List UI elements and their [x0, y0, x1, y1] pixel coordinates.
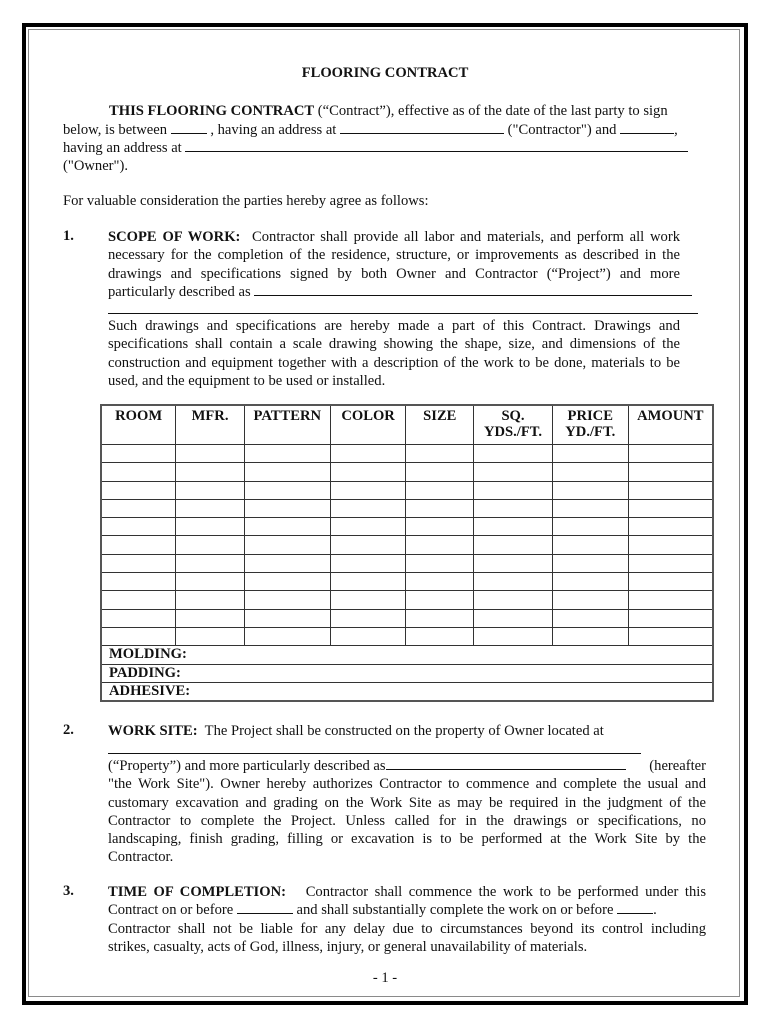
document-title: FLOORING CONTRACT [301, 65, 469, 81]
table-row [101, 591, 713, 609]
table-cell[interactable] [330, 573, 406, 591]
section-1-para-2 [108, 317, 680, 390]
table-cell[interactable] [330, 627, 406, 645]
intro-text: , having an address at [206, 122, 341, 138]
table-cell[interactable] [244, 536, 330, 554]
table-cell[interactable] [474, 499, 553, 517]
table-cell[interactable] [330, 554, 406, 572]
column-header-label: AMOUNT [637, 408, 704, 424]
section-2-text: (hereafter [649, 758, 706, 774]
table-header-row [101, 405, 713, 445]
table-cell[interactable] [406, 573, 474, 591]
table-cell[interactable] [101, 609, 176, 627]
project-description-blank[interactable] [254, 283, 692, 296]
table-cell[interactable] [552, 591, 628, 609]
table-cell[interactable] [244, 591, 330, 609]
table-footer-cell[interactable]: MOLDING: [101, 646, 713, 664]
table-cell[interactable] [628, 518, 713, 536]
table-cell[interactable] [628, 591, 713, 609]
table-cell[interactable] [244, 463, 330, 481]
intro-text: (“Contract”), effective as of the date of the last party to sign [314, 103, 668, 119]
section-3-line: strikes, casualty, acts of God, illness, injury, or general unavailability of materials. [108, 938, 588, 955]
table-cell[interactable] [244, 627, 330, 645]
table-row [101, 536, 713, 554]
column-header [406, 405, 474, 445]
column-header [176, 405, 245, 445]
table-row [101, 481, 713, 499]
table-cell[interactable] [176, 627, 245, 645]
table-footer-row [101, 682, 713, 701]
table-row [101, 463, 713, 481]
table-cell[interactable] [101, 445, 176, 463]
table-cell[interactable] [176, 591, 245, 609]
section-1-body [108, 228, 680, 301]
column-header-label: COLOR [341, 408, 395, 424]
table-cell[interactable] [628, 463, 713, 481]
intro-text: having an address at [63, 140, 186, 156]
table-row [101, 609, 713, 627]
section-1-line: construction and equipment together with a description of the work to be done, materials to be [108, 354, 680, 371]
intro-line-3 [63, 139, 688, 157]
section-3-line [108, 901, 706, 919]
section-2-text: (“Property”) and more particularly described as [108, 758, 386, 774]
section-2-line: "the Work Site"). Owner hereby authorizes Contractor to commence and complete the usual and [108, 776, 706, 793]
section-2-number: 2. [63, 722, 74, 738]
section-3-text: and shall substantially complete the work on or before [292, 902, 618, 919]
table-cell[interactable] [101, 463, 176, 481]
table-cell[interactable] [244, 499, 330, 517]
property-location-blank[interactable] [108, 753, 641, 754]
intro-text: below, is between [63, 122, 171, 138]
table-cell[interactable] [628, 445, 713, 463]
table-row [101, 627, 713, 645]
table-cell[interactable] [474, 591, 553, 609]
table-cell[interactable] [552, 573, 628, 591]
table-cell[interactable] [330, 518, 406, 536]
section-1-line: Such drawings and specifications are hereby made a part of this Contract. Drawings and [108, 318, 680, 334]
section-1-line: necessary for the completion of the residence, structure, or improvements as described in the [108, 247, 680, 264]
column-header-label: PATTERN [253, 408, 322, 424]
table-cell[interactable] [330, 499, 406, 517]
section-2-line: Contractor to complete the Project. Unless called for in the drawings or specifications, no [108, 812, 706, 829]
intro-line-2 [63, 121, 678, 139]
table-row [101, 518, 713, 536]
column-header-label-2: YD./FT. [565, 424, 616, 440]
table-cell[interactable] [330, 609, 406, 627]
consideration-text: For valuable consideration the parties hereby agree as follows: [63, 193, 429, 209]
table-cell[interactable] [552, 536, 628, 554]
column-header [628, 405, 713, 445]
section-2-text: The Project shall be constructed on the property of Owner located at [204, 723, 604, 739]
section-1-line: drawings and specifications signed by both Owner and Contractor (“Project”) and more [108, 265, 680, 282]
page-number: - 1 - [372, 970, 398, 986]
table-cell[interactable] [330, 481, 406, 499]
contractor-address-blank[interactable] [340, 121, 504, 134]
table-cell[interactable] [101, 554, 176, 572]
section-3-line [108, 883, 706, 901]
column-header [244, 405, 330, 445]
column-header-label: MFR. [191, 408, 229, 424]
table-footer-row [101, 664, 713, 682]
table-cell[interactable] [101, 481, 176, 499]
table-cell[interactable] [406, 536, 474, 554]
contractor-name-blank[interactable] [171, 121, 207, 134]
table-cell[interactable] [406, 591, 474, 609]
section-2-line [108, 757, 706, 775]
section-1-number: 1. [63, 228, 74, 244]
table-row [101, 573, 713, 591]
owner-name-blank[interactable] [620, 121, 674, 134]
table-row [101, 554, 713, 572]
table-row [101, 445, 713, 463]
table-cell[interactable] [628, 609, 713, 627]
column-header-label: PRICE [567, 408, 613, 424]
section-1-line [108, 228, 680, 246]
column-header-label: SIZE [423, 408, 457, 424]
table-cell[interactable] [406, 481, 474, 499]
table-cell[interactable] [474, 627, 553, 645]
section-2-line: landscaping, finish grading, filling or excavation is to be performed at the Work Site by the [108, 831, 706, 848]
table-footer-cell[interactable]: ADHESIVE: [101, 682, 713, 701]
table-cell[interactable] [244, 609, 330, 627]
intro-text: ("Contractor") and [504, 122, 621, 138]
table-cell[interactable] [628, 554, 713, 572]
table-cell[interactable] [474, 536, 553, 554]
table-cell[interactable] [406, 554, 474, 572]
section-2-line: Contractor. [108, 849, 174, 866]
table-cell[interactable] [552, 518, 628, 536]
table-cell[interactable] [101, 499, 176, 517]
column-header [330, 405, 406, 445]
table-cell[interactable] [101, 573, 176, 591]
table-cell[interactable] [552, 554, 628, 572]
section-1-text: Contractor shall provide all labor and materials, and perform all work [252, 229, 681, 245]
table-footer-cell[interactable]: PADDING: [101, 664, 713, 682]
table-cell[interactable] [176, 554, 245, 572]
table-cell[interactable] [628, 536, 713, 554]
section-3-line: Contractor shall not be liable for any delay due to circumstances beyond its control including [108, 920, 706, 937]
table-cell[interactable] [552, 445, 628, 463]
table-cell[interactable] [552, 627, 628, 645]
table-cell[interactable] [628, 481, 713, 499]
column-header-label: SQ. [501, 408, 525, 424]
section-2-first-line [108, 722, 604, 740]
section-3-heading: TIME OF COMPLETION: [108, 884, 286, 900]
table-cell[interactable] [176, 573, 245, 591]
table-footer-row [101, 646, 713, 664]
table-cell[interactable] [474, 554, 553, 572]
table-cell[interactable] [474, 481, 553, 499]
column-header-label-2: YDS./FT. [483, 424, 543, 440]
section-3-text: Contractor shall commence the work to be performed under this [305, 884, 707, 900]
table-cell[interactable] [474, 463, 553, 481]
table-cell[interactable] [330, 536, 406, 554]
table-cell[interactable] [406, 499, 474, 517]
section-1-line: specifications shall contain a scale drawing showing the shape, size, and dimensions of the [108, 336, 680, 353]
table-cell[interactable] [474, 445, 553, 463]
table-cell[interactable] [176, 499, 245, 517]
table-cell[interactable] [176, 536, 245, 554]
table-cell[interactable] [330, 463, 406, 481]
table-cell[interactable] [474, 573, 553, 591]
section-2-heading: WORK SITE: [108, 723, 198, 739]
section-3-number: 3. [63, 883, 74, 899]
table-cell[interactable] [628, 499, 713, 517]
table-row [101, 499, 713, 517]
project-description-blank-line-2[interactable] [108, 313, 698, 314]
table-cell[interactable] [101, 591, 176, 609]
table-cell[interactable] [176, 518, 245, 536]
table-cell[interactable] [406, 518, 474, 536]
owner-address-blank[interactable] [185, 139, 688, 152]
table-cell[interactable] [244, 573, 330, 591]
table-cell[interactable] [101, 627, 176, 645]
column-header-label: ROOM [115, 408, 163, 424]
table-cell[interactable] [330, 591, 406, 609]
section-2-body [108, 757, 706, 867]
table-cell[interactable] [552, 481, 628, 499]
table-cell[interactable] [176, 445, 245, 463]
intro-line-1 [109, 102, 668, 120]
section-1-text: particularly described as [108, 283, 255, 300]
section-3-text: Contract on or before [108, 902, 237, 919]
table-cell[interactable] [552, 463, 628, 481]
column-header [101, 405, 176, 445]
column-header [474, 405, 553, 445]
property-description-blank[interactable] [386, 757, 626, 770]
materials-table [100, 404, 714, 702]
table-cell[interactable] [101, 536, 176, 554]
section-1-line: used, and the equipment to be used or installed. [108, 372, 386, 389]
table-cell[interactable] [406, 463, 474, 481]
table-cell[interactable] [101, 518, 176, 536]
section-3-body [108, 883, 706, 956]
table-cell[interactable] [244, 554, 330, 572]
table-cell[interactable] [176, 463, 245, 481]
table-cell[interactable] [244, 481, 330, 499]
start-date-blank[interactable] [237, 901, 293, 914]
table-cell[interactable] [176, 609, 245, 627]
table-cell[interactable] [628, 627, 713, 645]
column-header [552, 405, 628, 445]
intro-text: , [674, 122, 678, 138]
intro-line-4: ("Owner"). [63, 158, 128, 174]
table-cell[interactable] [628, 573, 713, 591]
table-cell[interactable] [244, 518, 330, 536]
intro-lead: THIS FLOORING CONTRACT [109, 103, 315, 119]
table-cell[interactable] [474, 609, 553, 627]
table-cell[interactable] [406, 627, 474, 645]
completion-date-blank[interactable] [617, 901, 653, 914]
table-cell[interactable] [176, 481, 245, 499]
section-1-heading: SCOPE OF WORK: [108, 229, 241, 245]
table-cell[interactable] [406, 609, 474, 627]
section-3-text: . [653, 902, 657, 919]
table-cell[interactable] [474, 518, 553, 536]
table-cell[interactable] [330, 445, 406, 463]
table-cell[interactable] [406, 445, 474, 463]
table-cell[interactable] [552, 609, 628, 627]
section-1-line [108, 283, 680, 301]
section-2-line: customary excavation and grading on the Work Site as may be required in the judgment of the [108, 794, 706, 811]
table-cell[interactable] [552, 499, 628, 517]
table-cell[interactable] [244, 445, 330, 463]
